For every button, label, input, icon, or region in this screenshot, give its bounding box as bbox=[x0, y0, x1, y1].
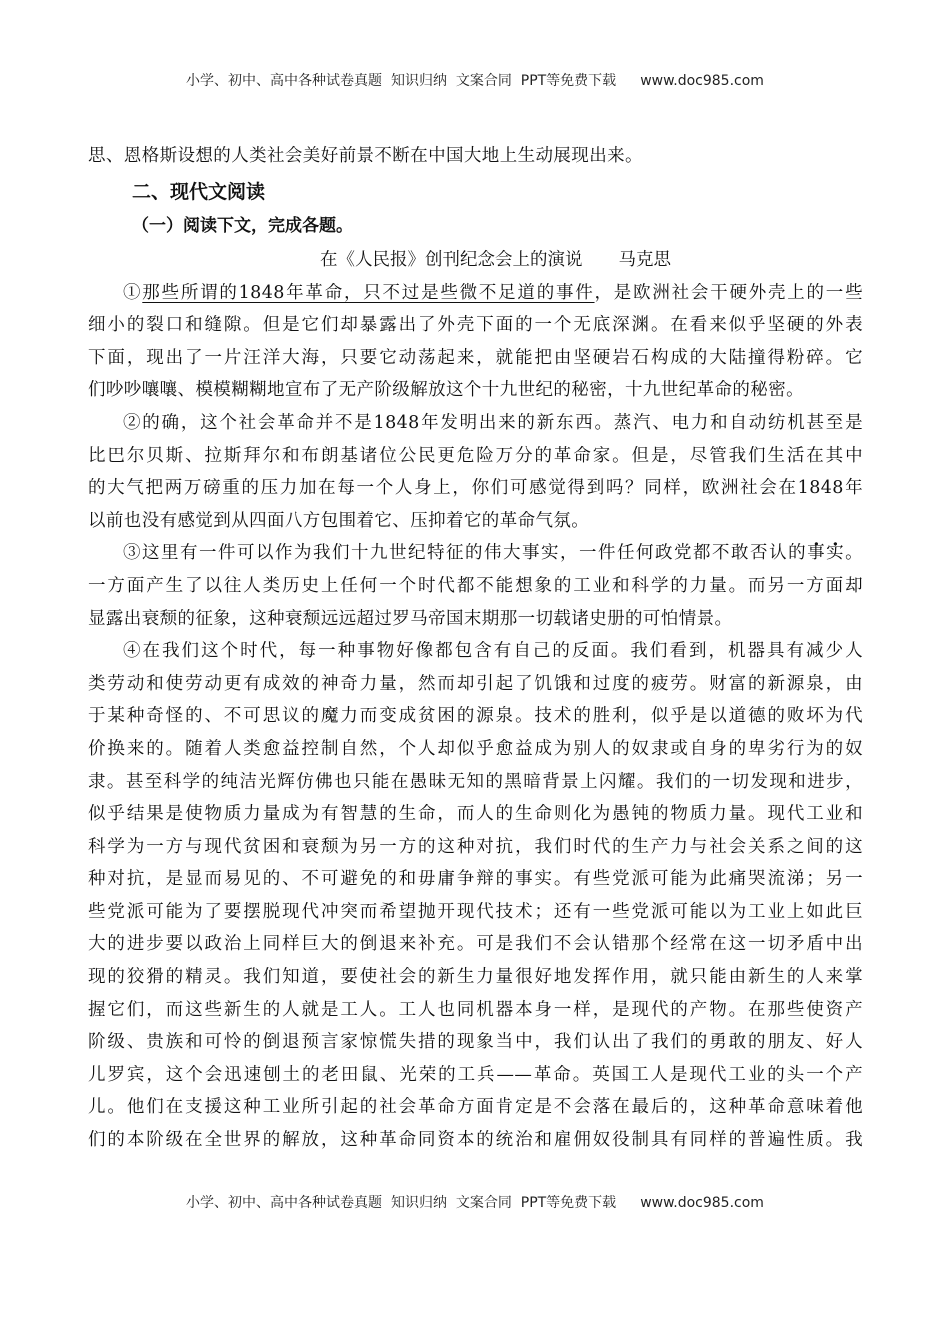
p4-line-1: ④在我们这个时代，每一种事物好像都包含有自己的反面。我们看到，机器具有减少人 bbox=[123, 641, 863, 662]
p4-line-11: 现的狡猾的精灵。我们知道，要使社会的新生力量很好地发挥作用，就只能由新生的人来掌 bbox=[88, 967, 863, 988]
p1-line-1-rest: ，是欧洲社会干硬外壳上的一些 bbox=[594, 282, 863, 303]
p4-line-8: 种对抗，是显而易见的、不可避免的和毋庸争辩的事实。有些党派可能为此痛哭流涕；另一 bbox=[88, 869, 863, 890]
p4-line-3: 于某种奇怪的、不可思议的魔力而变成贫困的源泉。技术的胜利，似乎是以道德的败坏为代 bbox=[88, 706, 863, 727]
p3-line-1-main: ③这里有一件可以作为我们十九世纪特征的伟大事实，一件任何政党都不敢否认的 bbox=[123, 543, 808, 564]
article-title: 在《人民报》创刊纪念会上的演说 bbox=[320, 249, 583, 270]
p1-line-2: 细小的裂口和缝隙。但是它们却暴露出了外壳下面的一个无底深渊。在看来似乎坚硬的外表 bbox=[88, 315, 863, 336]
p3-line-3: 显露出衰颓的征象，这种衰颓远远超过罗马帝国末期那一切载诸史册的可怕情景。 bbox=[88, 608, 733, 629]
p4-line-9: 些党派可能为了要摆脱现代冲突而希望抛开现代技术；还有一些党派可能以为工业上如此巨 bbox=[88, 901, 863, 922]
emphasis-dot-char-2: 实 bbox=[826, 543, 846, 564]
p3-line-1 bbox=[88, 537, 863, 570]
footer-site-link[interactable]: www.doc985.com bbox=[640, 1195, 764, 1211]
p4-line-5: 隶。甚至科学的纯洁光辉仿佛也只能在愚昧无知的黑暗背景上闪耀。我们的一切发现和进步， bbox=[88, 771, 863, 792]
p4-line-16: 们的本阶级在全世界的解放，这种革命同资本的统治和雇佣奴役制具有同样的普遍性质。我 bbox=[88, 1130, 863, 1151]
p1-line-4: 们吵吵嚷嚷、模模糊糊地宣布了无产阶级解放这个十九世纪的秘密，十九世纪革命的秘密。 bbox=[88, 380, 804, 401]
header-site-link[interactable]: www.doc985.com bbox=[640, 73, 764, 89]
p3-line-2: 一方面产生了以往人类历史上任何一个时代都不能想象的工业和科学的力量。而另一方面却 bbox=[88, 575, 863, 596]
p4-line-7: 科学为一方与现代贫困和衰颓为另一方的这种对抗，我们时代的生产力与社会关系之间的这 bbox=[88, 836, 863, 857]
p2-line-1: ②的确，这个社会革命并不是1848年发明出来的新东西。蒸汽、电力和自动纺机甚至是 bbox=[123, 412, 863, 433]
p2-line-4: 以前也没有感觉到从四面八方包围着它、压抑着它的革命气氛。 bbox=[88, 510, 590, 531]
article-title-line bbox=[88, 243, 863, 277]
emphasis-dot-char-1: 事 bbox=[807, 543, 827, 564]
p4-line-14: 儿罗宾，这个会迅速刨土的老田鼠、光荣的工兵——革命。英国工人是现代工业的头一个产 bbox=[88, 1064, 863, 1085]
intro-line: 思、恩格斯设想的人类社会美好前景不断在中国大地上生动展现出来。 bbox=[88, 146, 643, 166]
p4-line-2: 类劳动和使劳动更有成效的神奇力量，然而却引起了饥饿和过度的疲劳。财富的新源泉，由 bbox=[88, 673, 863, 694]
page-header bbox=[0, 70, 950, 90]
p1-number: ① bbox=[123, 282, 143, 303]
p4-line-15: 儿。他们在支援这种工业所引起的社会革命方面肯定是不会落在最后的，这种革命意味着他 bbox=[88, 1097, 863, 1118]
underlined-sentence: 那些所谓的1848年革命，只不过是些微不足道的事件 bbox=[142, 282, 595, 303]
paragraph-3 bbox=[88, 537, 863, 635]
sub-heading: （一）阅读下文，完成各题。 bbox=[132, 215, 353, 236]
footer-text: 小学、初中、高中各种试卷真题 知识归纳 文案合同 PPT等免费下载 bbox=[186, 1195, 617, 1211]
article-author: 马克思 bbox=[618, 249, 671, 270]
p4-line-4: 价换来的。随着人类愈益控制自然，个人却似乎愈益成为别人的奴隶或自身的卑劣行为的奴 bbox=[88, 738, 863, 759]
p4-line-6: 似乎结果是使物质力量成为有智慧的生命，而人的生命则化为愚钝的物质力量。现代工业和 bbox=[88, 804, 863, 825]
page-footer bbox=[0, 1192, 950, 1212]
p2-line-2: 比巴尔贝斯、拉斯拜尔和布朗基诸位公民更危险万分的革命家。但是，尽管我们生活在其中 bbox=[88, 445, 863, 466]
header-text: 小学、初中、高中各种试卷真题 知识归纳 文案合同 PPT等免费下载 bbox=[186, 73, 617, 89]
p4-line-10: 大的进步要以政治上同样巨大的倒退来补充。可是我们不会认错那个经常在这一切矛盾中出 bbox=[88, 934, 863, 955]
p1-line-3: 下面，现出了一片汪洋大海，只要它动荡起来，就能把由坚硬岩石构成的大陆撞得粉碎。它 bbox=[88, 347, 863, 368]
p4-line-13: 阶级、贵族和可怜的倒退预言家惊慌失措的现象当中，我们认出了我们的勇敢的朋友、好人 bbox=[88, 1032, 863, 1053]
p3-line-1-end: 。 bbox=[845, 543, 864, 564]
document-body bbox=[88, 140, 863, 1157]
paragraph-4 bbox=[88, 635, 863, 1157]
p1-line-1 bbox=[88, 277, 863, 310]
p2-line-3: 的大气把两万磅重的压力加在每一个人身上，你们可感觉得到吗？同样，欧洲社会在1848年 bbox=[88, 478, 863, 499]
p4-line-12: 握它们，而这些新生的人就是工人。工人也同机器本身一样，是现代的产物。在那些使资产 bbox=[88, 999, 863, 1020]
section-heading: 二、现代文阅读 bbox=[132, 180, 266, 203]
paragraph-2 bbox=[88, 407, 863, 537]
paragraph-1 bbox=[88, 277, 863, 407]
